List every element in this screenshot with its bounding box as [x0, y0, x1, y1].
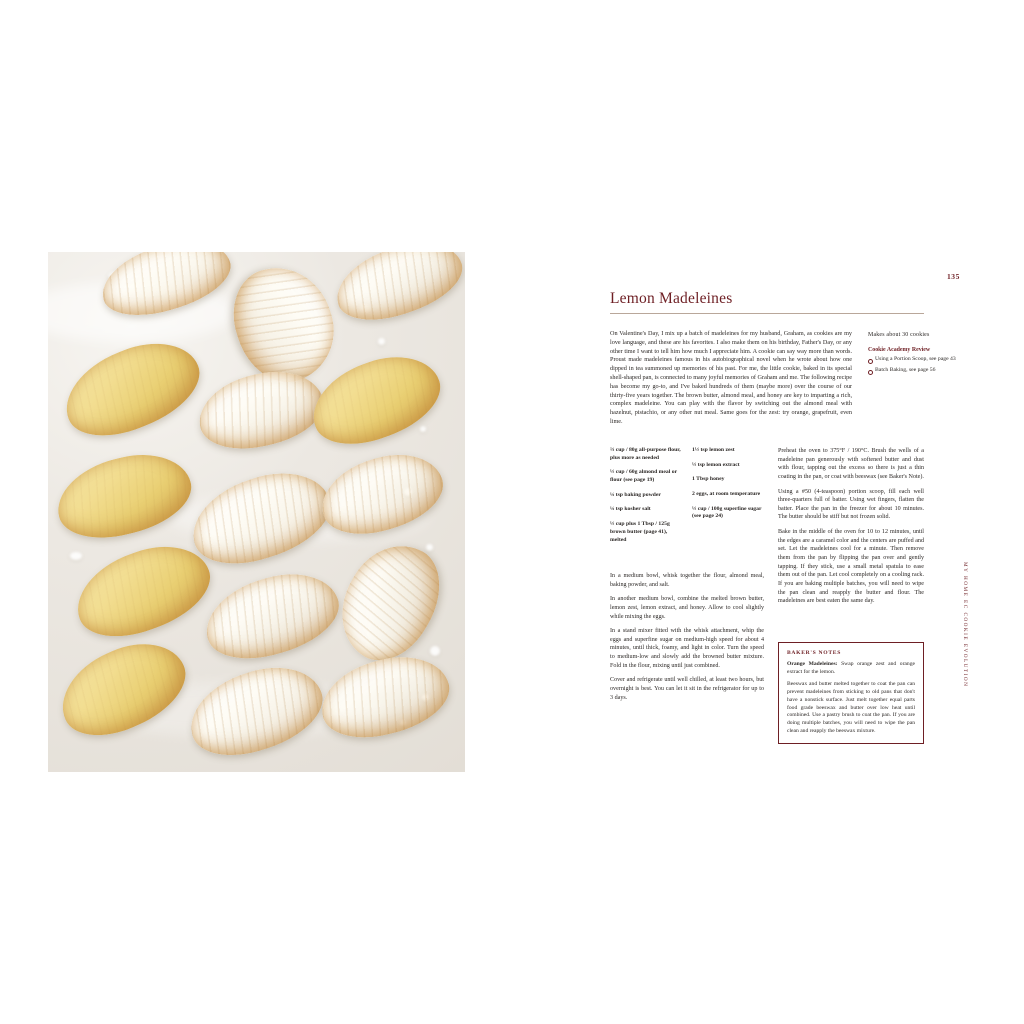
- method-step: Using a #50 (4-teaspoon) portion scoop, fill each well three-quarters full of batter. Using wet fingers, flatten the batter. Place the pan in the freezer for about 10 minutes. The butter should be stiff but not frozen solid.: [778, 488, 924, 521]
- bakers-notes-box: [778, 642, 924, 744]
- list-item: Batch Baking, see page 56: [868, 367, 963, 375]
- bakers-note: Beeswax and butter melted together to coat the pan can prevent madeleines from sticking to old pans that don't have a nonstick surface. Just melt together equal parts food grade beeswax and butter over low heat until combined. Use a pastry brush to coat the pan. If you are doing multiple batches, you will need to wipe the pan clean and reapply the beeswax mixture.: [787, 681, 915, 734]
- ingredient-item: ½ tsp lemon extract: [692, 461, 740, 468]
- recipe-meta: [868, 332, 963, 377]
- bakers-note-text: Swap orange zest and orange extract for the lemon.: [787, 661, 915, 675]
- ingredient-item: 1 Tbsp honey: [692, 476, 725, 483]
- title-divider: [610, 313, 924, 314]
- cookie-academy-review-list: [868, 356, 963, 374]
- ingredient-item: ¼ tsp kosher salt: [610, 506, 651, 513]
- method-column-right: [778, 447, 924, 612]
- ingredients-column-1: [610, 447, 682, 551]
- ingredient-item: ¼ tsp baking powder: [610, 491, 661, 498]
- cookie-academy-review-title: Cookie Academy Review: [868, 347, 931, 353]
- method-step: In another medium bowl, combine the melted brown butter, lemon zest, lemon extract, and honey. Allow to cool slightly while mixing the eggs.: [610, 596, 764, 620]
- yield-text: Makes about 30 cookies: [868, 332, 930, 338]
- bakers-note-lead: Orange Madeleines:: [787, 661, 838, 667]
- page-title: Lemon Madeleines: [610, 290, 733, 307]
- running-head: MY HOME EC COOKIE EVOLUTION: [962, 562, 968, 688]
- recipe-headnote: On Valentine's Day, I mix up a batch of madeleines for my husband, Graham, as cookies are my love language, and these are his favorites. I also make them on his birthday, Father's Day, or any other time I want to tell him how much I appreciate him. A cookie can say way more than words. Proust made madeleines famous in his autobiographical novel when he wrote about how one dipped in tea summoned up memories of his past. For me, the little cookie, baked in its special shell-shaped pan, is connected to many joyful memories of Graham and me. The following recipe has become my go-to, and I've baked hundreds of them (maybe more) over the course of our thirty-five years together. The brown butter, almond meal, and honey are key to imparting a rich, complex madeleine. You can play with the flavor by switching out the almond meal with hazelnut, pistachio, or any other nut meal. Same goes for the zest: try orange, grapefruit, even lime.: [610, 330, 852, 425]
- recipe-text-page: [516, 252, 976, 772]
- ingredient-item: ½ cup / 60g almond meal or flour (see page 19): [610, 469, 678, 484]
- recipe-photo: [48, 252, 465, 772]
- method-step: In a stand mixer fitted with the whisk attachment, whip the eggs and superfine sugar on medium-high speed for about 4 minutes, until thick, foamy, and light in color. Turn the speed to medium-low and slowly add the browned butter mixture. Fold in the flour, mixing until just combined.: [610, 628, 764, 669]
- ingredient-item: 2 eggs, at room temperature: [692, 491, 761, 498]
- bakers-note: [787, 661, 915, 676]
- bakers-notes-title: BAKER'S NOTES: [787, 650, 842, 656]
- ingredient-item: ½ cup plus 1 Tbsp / 125g brown butter (page 41), melted: [610, 521, 670, 543]
- method-step: In a medium bowl, whisk together the flour, almond meal, baking powder, and salt.: [610, 573, 764, 588]
- list-item: Using a Portion Scoop, see page 43: [868, 356, 963, 364]
- method-step: Bake in the middle of the oven for 10 to 12 minutes, until the edges are a caramel color and the centers are puffed and set. Let the madeleines cool for a minute. Then remove them from the pan by flipping the pan over and gently tapping. If they stick, use a small metal spatula to ease them out of the pan. Let cool completely on a cooling rack. If you are baking multiple batches, you will need to wipe the pan clean and reapply the butter and flour. The madeleines are best eaten the same day.: [778, 529, 924, 605]
- method-step: Cover and refrigerate until well chilled, at least two hours, but overnight is best. You can let it sit in the refrigerator for up to 3 days.: [610, 677, 764, 701]
- ingredients-column-2: [692, 447, 764, 528]
- book-spread: [48, 252, 976, 772]
- ingredient-item: ½ cup / 100g superfine sugar (see page 24): [692, 505, 762, 520]
- method-column-left: [610, 572, 764, 708]
- page-number: 135: [946, 272, 960, 281]
- ingredient-item: ⅔ cup / 80g all-purpose flour, plus more as needed: [610, 447, 681, 461]
- method-step: Preheat the oven to 375°F / 190°C. Brush the wells of a madeleine pan generously with softened butter and dust with flour, tapping out the excess so there is just a thin coating in the pan, or coat with beeswax (see Baker's Note).: [778, 448, 924, 480]
- ingredient-item: 1½ tsp lemon zest: [692, 447, 735, 453]
